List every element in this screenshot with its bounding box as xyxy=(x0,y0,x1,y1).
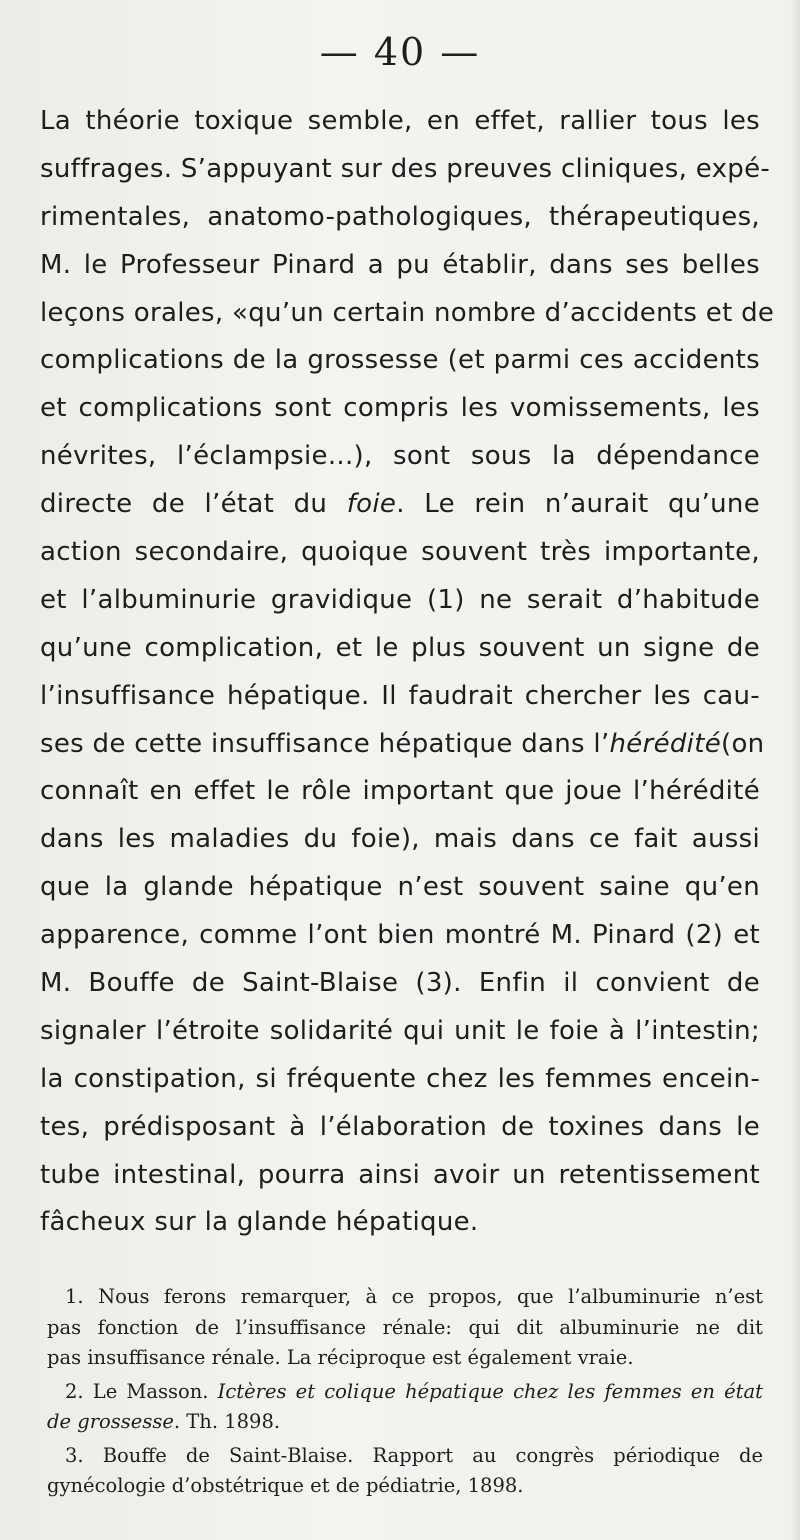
text-line: M. Bouffe de Saint-Blaise (3). Enfin il convient de xyxy=(40,968,760,999)
text-segment: ses de cette insuffisance hépatique dans l’ xyxy=(40,728,610,759)
footnote-2-title: Ictères et colique hépatique chez les femmes en état xyxy=(217,1379,763,1403)
text-line: fâcheux sur la glande hépatique. xyxy=(40,1207,479,1238)
footnote-3-cont: gynécologie d’obstétrique et de pédiatrie, 1898. xyxy=(47,1474,524,1497)
footnote-2 xyxy=(47,1377,763,1408)
text-line: M. le Professeur Pinard a pu établir, dans ses belles xyxy=(40,249,760,280)
text-segment: directe de l’état du xyxy=(40,489,328,520)
text-line: tes, prédisposant à l’élaboration de toxines dans le xyxy=(40,1111,760,1142)
footnote-3: 3. Bouffe de Saint-Blaise. Rapport au congrès périodique de xyxy=(65,1443,763,1467)
text-line: leçons orales, «qu’un certain nombre d’accidents et de xyxy=(40,297,775,328)
footnotes xyxy=(47,1282,763,1502)
italic-word: foie xyxy=(346,489,397,520)
text-line: qu’une complication, et le plus souvent un signe de xyxy=(40,632,760,663)
text-line xyxy=(40,481,760,529)
italic-word: hérédité xyxy=(609,728,721,759)
text-line: et complications sont compris les vomissements, les xyxy=(40,393,760,424)
text-segment: . Le rein n’aurait qu’une xyxy=(396,489,760,520)
text-line: que la glande hépatique n’est souvent saine qu’en xyxy=(40,872,760,903)
footnote-2-author: 2. Le Masson. xyxy=(65,1379,209,1403)
text-line: et l’albuminurie gravidique (1) ne serait d’habitude xyxy=(40,584,760,615)
text-line: suffrages. S’appuyant sur des preuves cliniques, expé- xyxy=(40,153,771,184)
text-line: tube intestinal, pourra ainsi avoir un retentissement xyxy=(40,1159,760,1190)
footnote-1-cont: pas insuffisance rénale. La réciproque est également vraie. xyxy=(47,1346,634,1369)
footnote-1: 1. Nous ferons remarquer, à ce propos, que l’albuminurie n’est xyxy=(65,1285,763,1308)
footnote-2-title-end: de grossesse xyxy=(47,1410,174,1433)
text-line: action secondaire, quoique souvent très importante, xyxy=(40,537,760,568)
text-line: dans les maladies du foie), mais dans ce fait aussi xyxy=(40,824,760,855)
text-line xyxy=(40,721,765,769)
text-line: la constipation, si fréquente chez les femmes encein- xyxy=(40,1063,760,1094)
footnote-2-suffix: . Th. 1898. xyxy=(173,1410,281,1433)
text-line: complications de la grossesse (et parmi ces accidents xyxy=(40,345,760,376)
footnote-1-cont: pas fonction de l’insuffisance rénale: qui dit albuminurie ne dit xyxy=(47,1315,763,1339)
text-segment: (on xyxy=(721,728,765,759)
main-paragraph xyxy=(40,98,775,1247)
text-line: La théorie toxique semble, en effet, rallier tous les xyxy=(40,106,760,136)
text-line: l’insuffisance hépatique. Il faudrait chercher les cau- xyxy=(40,680,760,711)
text-line: rimentales, anatomo-pathologiques, thérapeutiques, xyxy=(40,201,760,232)
text-line: connaît en effet le rôle important que joue l’hérédité xyxy=(40,776,760,807)
text-line: névrites, l’éclampsie...), sont sous la dépendance xyxy=(40,441,760,472)
footnote-2-cont xyxy=(47,1407,763,1438)
page-number: — 40 — xyxy=(319,30,481,74)
text-line: apparence, comme l’ont bien montré M. Pinard (2) et xyxy=(40,920,760,951)
text-line: signaler l’étroite solidarité qui unit le foie à l’intestin; xyxy=(40,1015,760,1046)
